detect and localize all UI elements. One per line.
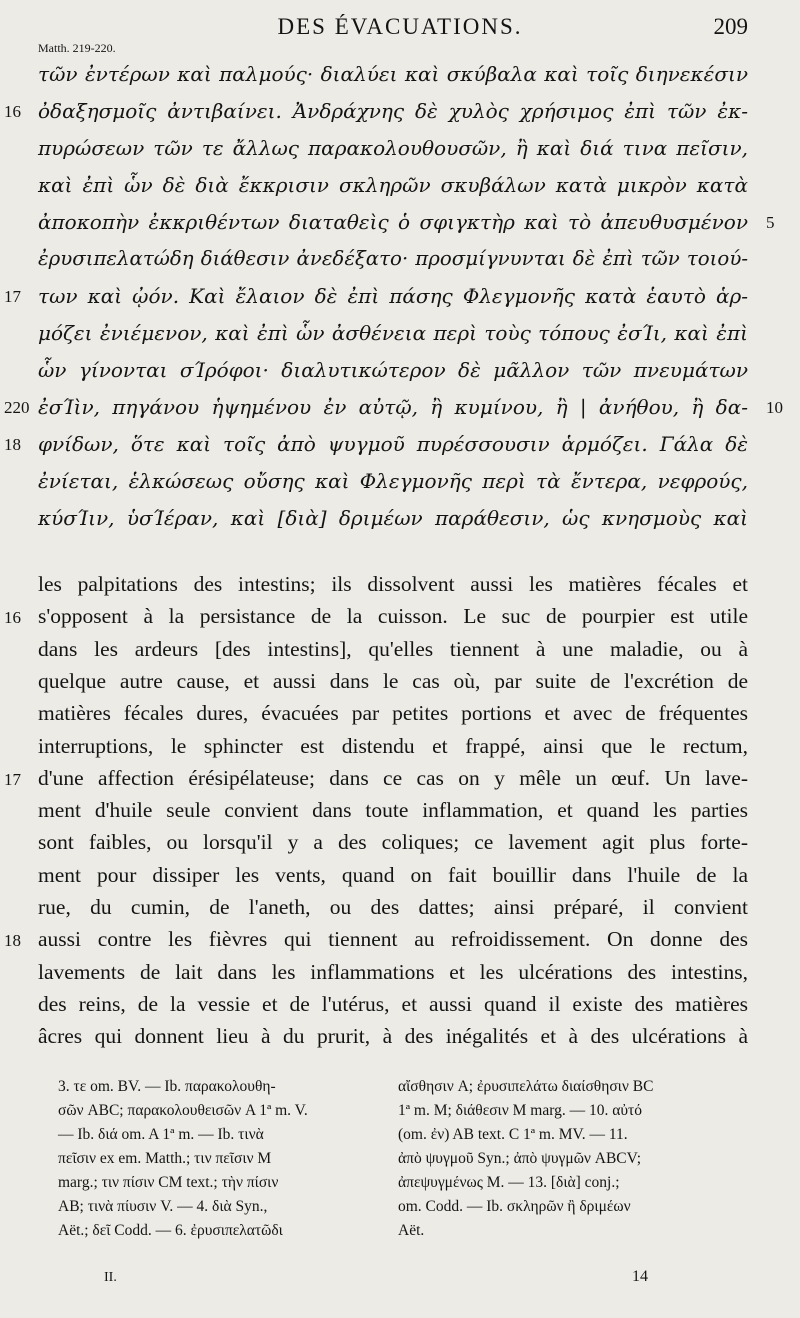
apparatus-note-line: Aët.; δεῖ Codd. — 6. ἐρυσιπελατῶδι (58, 1222, 283, 1239)
signature-mark: II. (104, 1270, 117, 1285)
apparatus-note-line: ἀπεψυγμένως M. — 13. [διὰ] conj.; (398, 1174, 620, 1191)
french-line: quelque autre cause, et aussi dans le cas où, par suite de l'excrétion de (38, 668, 748, 693)
margin-line-number: 16 (4, 608, 21, 628)
margin-line-number: 5 (766, 213, 775, 232)
margin-line-number: 10 (766, 398, 783, 417)
apparatus-note-line: αἴσθησιν A; ἐρυσιπελάτω διαίσθησιν BC (398, 1078, 654, 1095)
apparatus-note-line: 1ª m. M; διάθεσιν M marg. — 10. αὐτό (398, 1102, 642, 1119)
greek-line: ἀποκοπὴν ἐκκριθέντων διαταθεὶς ὁ σφιγκτὴρ καὶ τὸ ἀπευθυσμένον (38, 210, 748, 234)
margin-line-number: 220 (4, 398, 30, 417)
french-line: d'une affection érésipélateuse; dans ce cas on y mêle un œuf. Un lave- (38, 765, 748, 790)
greek-line: πυρώσεων τῶν τε ἄλλως παρακολουθουσῶν, ἢ καὶ διά τινα πεῖσιν, (38, 136, 748, 160)
greek-line: κύσΊιν, ὑσΊέραν, καὶ [διὰ] δριμέων παράθεσιν, ὡς κνησμοὺς καὶ (38, 506, 748, 530)
apparatus-note-line: — Ib. διά om. A 1ª m. — Ib. τινὰ (58, 1126, 264, 1143)
greek-line: ὧν γίνονται σΊρόφοι· διαλυτικώτερον δὲ μᾶλλον τῶν πνευμάτων (38, 358, 748, 382)
running-title: DES ÉVACUATIONS. (277, 14, 523, 39)
apparatus-note-line: Aët. (398, 1222, 425, 1239)
greek-line: τῶν ἐντέρων καὶ παλμούς· διαλύει καὶ σκύβαλα καὶ τοῖς διηνεκέσιν (38, 62, 748, 86)
french-line: dans les ardeurs [des intestins], qu'elles tiennent à une maladie, ou à (38, 636, 748, 661)
french-line: sont faibles, ou lorsqu'il y a des coliques; ce lavement agit plus forte- (38, 830, 748, 855)
apparatus-note-line: 3. τε om. BV. — Ib. παρακολουθη- (58, 1078, 276, 1095)
greek-line: φνίδων, ὅτε καὶ τοῖς ἀπὸ ψυγμοῦ πυρέσσουσιν ἁρμόζει. Γάλα δὲ (38, 432, 748, 456)
page-number: 209 (713, 14, 748, 39)
margin-line-number: 17 (4, 769, 21, 789)
greek-line: ὀδαξησμοῖς ἀντιβαίνει. Ἀνδράχνης δὲ χυλὸς χρήσιμος ἐπὶ τῶν ἐκ- (38, 99, 748, 123)
french-line: ment pour dissiper les vents, quand on fait bouillir dans l'huile de la (38, 862, 748, 887)
french-line: aussi contre les fièvres qui tiennent au refroidissement. On donne des (38, 927, 748, 952)
apparatus-note-line: marg.; τιν πίσιν CM text.; τὴν πίσιν (58, 1174, 279, 1191)
french-line: interruptions, le sphincter est distendu et frappé, ainsi que le rectum, (38, 733, 748, 758)
apparatus-note-line: AB; τινὰ πίυσιν V. — 4. διὰ Syn., (58, 1198, 268, 1215)
margin-line-number: 16 (4, 102, 21, 121)
apparatus-note-line: ἀπὸ ψυγμοῦ Syn.; ἀπὸ ψυγμῶν ABCV; (398, 1150, 641, 1167)
margin-line-number: 18 (4, 931, 21, 951)
french-line: ment d'huile seule convient dans toute inflammation, et quand les parties (38, 798, 748, 823)
french-line: âcres qui donnent lieu à du prurit, à des inégalités et à des ulcérations à (38, 1024, 748, 1049)
french-line: les palpitations des intestins; ils dissolvent aussi les matières fécales et (38, 572, 748, 596)
greek-line: των καὶ ᾠόν. Καὶ ἔλαιον δὲ ἐπὶ πάσης Φλεγμονῆς κατὰ ἑαυτὸ ἁρ- (38, 284, 748, 308)
greek-line: ἐρυσιπελατώδη διάθεσιν ἀνεδέξατο· προσμίγνυνται δὲ ἐπὶ τῶν τοιού- (38, 247, 748, 270)
french-line: des reins, de la vessie et de l'utérus, et aussi quand il existe des matières (38, 991, 748, 1016)
apparatus-note-line: πεῖσιν ex em. Matth.; τιν πεῖσιν M (58, 1150, 272, 1167)
apparatus-note-line: (om. ἐν) AB text. C 1ª m. MV. — 11. (398, 1126, 628, 1143)
french-line: lavements de lait dans les inflammations et les ulcérations des intestins, (38, 959, 748, 984)
greek-line: ἐνίεται, ἑλκώσεως οὔσης καὶ Φλεγμονῆς περὶ τὰ ἔντερα, νεφρούς, (38, 469, 748, 493)
source-reference: Matth. 219-220. (38, 41, 116, 55)
greek-line: μόζει ἐνιέμενον, καὶ ἐπὶ ὧν ἀσθένεια περὶ τοὺς τόπους ἐσΊι, καὶ ἐπὶ (38, 321, 748, 345)
greek-line: καὶ ἐπὶ ὧν δὲ διὰ ἔκκρισιν σκληρῶν σκυβάλων κατὰ μικρὸν κατὰ (38, 173, 748, 197)
margin-line-number: 18 (4, 435, 21, 454)
french-line: s'opposent à la persistance de la cuisson. Le suc de pourpier est utile (38, 604, 748, 629)
french-line: matières fécales dures, évacuées par petites portions et avec de fréquentes (38, 701, 748, 726)
apparatus-note-line: om. Codd. — Ib. σκληρῶν ἢ δριμέων (398, 1198, 631, 1215)
french-line: rue, du cumin, de l'aneth, ou des dattes; ainsi préparé, il convient (38, 895, 748, 919)
gathering-number: 14 (632, 1268, 648, 1285)
apparatus-note-line: σῶν ABC; παρακολουθεισῶν A 1ª m. V. (58, 1102, 308, 1119)
margin-line-number: 17 (4, 287, 21, 306)
greek-line: ἐσΊὶν, πηγάνου ἡψημένου ἐν αὐτῷ, ἢ κυμίνου, ἢ | ἀνήθου, ἢ δα- (38, 395, 748, 419)
